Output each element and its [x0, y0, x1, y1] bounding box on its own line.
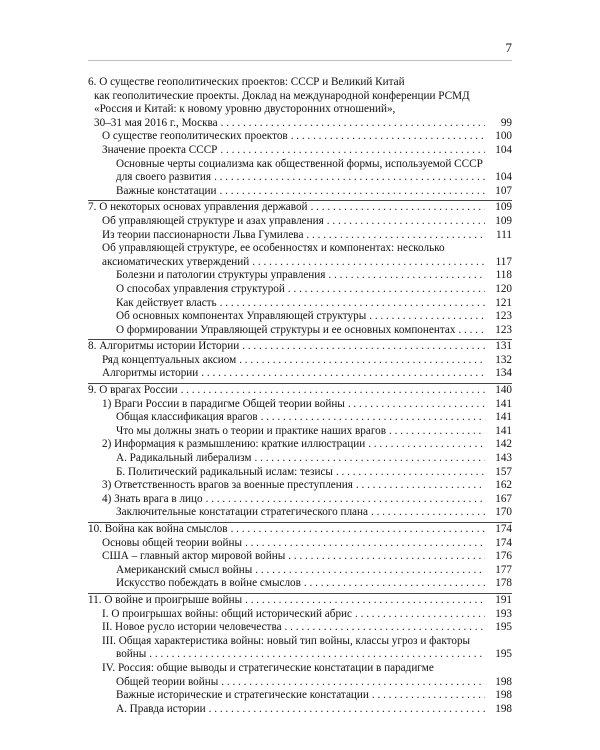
dot-leader: [245, 537, 485, 551]
toc-entry-page: 141: [495, 411, 512, 424]
toc-entry-page: 132: [495, 353, 512, 366]
toc-entry-title: Б. Политический радикальный ислам: тезисы: [116, 465, 333, 478]
toc-entry-title: Общей теории войны: [116, 675, 219, 688]
toc-entry-line: Основные черты социализма как общественной формы, используемой СССР: [116, 157, 483, 170]
dot-leader: [285, 621, 485, 635]
toc-entry-title: Американский смысл войны: [116, 563, 253, 576]
toc-entry-title: Значение проекта СССР: [102, 143, 218, 156]
toc-entry: [88, 383, 512, 398]
dot-leader: [209, 703, 485, 717]
dot-leader: [327, 215, 485, 229]
toc-entry: [88, 229, 512, 243]
toc-entry-title: О способах управления структурой: [116, 282, 285, 295]
toc-entry: [88, 621, 512, 635]
toc-entry-page: 131: [495, 340, 512, 353]
toc-entry-title: 1) Враги России в парадигме Общей теории войны: [102, 397, 345, 410]
toc-entry-title: Болезни и патологии структуры управления: [116, 269, 326, 282]
toc-entry-page: 109: [495, 201, 512, 214]
toc-entry-title: Важные исторические и стратегические констатации: [116, 689, 369, 702]
toc-entry-page: 123: [495, 310, 512, 323]
dot-leader: [372, 689, 485, 703]
page-number: 7: [505, 40, 512, 55]
toc-entry-page: 123: [495, 323, 512, 336]
toc-entry-line: III. Общая характеристика войны: новый тип войны, классы угроз и факторы: [102, 634, 471, 647]
toc-entry-page: 117: [495, 255, 512, 268]
toc-entry-page: 198: [495, 675, 512, 688]
dot-leader: [239, 354, 485, 368]
toc-entry-title: 8. Алгоритмы истории Истории: [88, 340, 240, 353]
toc-entry: [88, 689, 512, 703]
toc-entry: [88, 479, 512, 493]
toc-entry-page: 170: [495, 506, 512, 519]
toc-entry-page: 142: [495, 438, 512, 451]
toc-entry-page: 177: [495, 563, 512, 576]
toc-entry: [88, 635, 512, 662]
dot-leader: [214, 171, 485, 185]
toc-entry: [88, 130, 512, 144]
toc-entry: [88, 411, 512, 425]
toc-entry-title: Об основных компонентах Управляющей структуры: [116, 310, 367, 323]
toc-entry: [88, 537, 512, 551]
dot-leader: [311, 201, 485, 215]
toc-entry-line: 6. О существе геополитических проектов: СССР и Великий Китай: [88, 76, 405, 88]
toc-entry: [88, 398, 512, 412]
toc-entry: [88, 662, 512, 689]
toc-entry: [88, 215, 512, 229]
dot-leader: [201, 367, 485, 381]
toc-entry-page: 141: [495, 397, 512, 410]
toc-entry: [88, 438, 512, 452]
dot-leader: [220, 185, 486, 199]
toc-entry-title: I. О проигрышах войны: общий исторический абрис: [102, 607, 353, 620]
toc-entry: [88, 269, 512, 283]
toc-entry: [88, 466, 512, 480]
toc-entry-line: Об управляющей структуре, ее особенностях и компонентах: несколько: [102, 242, 445, 255]
toc-entry: [88, 200, 512, 215]
toc-entry-title: Важные констатации: [116, 184, 217, 197]
dot-leader: [328, 269, 485, 283]
toc-entry: [88, 158, 512, 185]
dot-leader: [336, 466, 485, 480]
toc-entry-page: 111: [496, 228, 512, 241]
dot-leader: [371, 506, 485, 520]
toc-entry-page: 195: [495, 621, 512, 634]
toc-entry-title: О существе геополитических проектов: [102, 130, 288, 143]
toc-entry-line: как геополитические проекты. Доклад на международной конференции РСМД: [94, 89, 470, 102]
toc-entry: [88, 550, 512, 564]
toc-entry-title: войны: [116, 648, 147, 661]
toc-entry-title: Заключительные констатации стратегического плана: [116, 506, 368, 519]
toc-entry-page: 107: [495, 184, 512, 197]
dot-leader: [261, 411, 485, 425]
toc-entry-page: 99: [500, 116, 512, 129]
dot-leader: [355, 608, 485, 622]
toc-entry: [88, 425, 512, 439]
toc-entry: [88, 522, 512, 537]
toc-entry-title: 10. Война как война смыслов: [88, 523, 228, 535]
dot-leader: [255, 564, 485, 578]
toc-entry-page: 176: [495, 550, 512, 563]
toc-entry-page: 174: [495, 536, 512, 549]
toc-entry-title: О формировании Управляющей структуры и ее основных компонентах: [116, 323, 456, 336]
dot-leader: [369, 310, 485, 324]
dot-leader: [245, 594, 485, 608]
toc-entry: [88, 144, 512, 158]
toc-entry-page: 100: [495, 130, 512, 143]
toc-entry: [88, 493, 512, 507]
toc-entry-page: 193: [495, 607, 512, 620]
toc-entry-page: 198: [495, 689, 512, 702]
toc-entry-title: Алгоритмы истории: [102, 367, 199, 380]
toc-entry: [88, 339, 512, 354]
toc-entry: [88, 283, 512, 297]
dot-leader: [291, 130, 485, 144]
toc-entry: [88, 310, 512, 324]
dot-leader: [221, 676, 485, 690]
dot-leader: [149, 648, 485, 662]
toc-entry-title: 7. О некоторых основах управления державой: [88, 201, 308, 214]
toc-entry-title: Ряд концептуальных аксиом: [102, 353, 237, 366]
dot-leader: [242, 340, 485, 354]
dot-leader: [368, 438, 485, 452]
toc-entry-page: 104: [495, 171, 512, 184]
toc-entry-title: 11. О войне и проигрыше войны: [88, 593, 243, 606]
toc-entry: [88, 367, 512, 381]
dot-leader: [252, 256, 485, 270]
toc-entry: [88, 593, 512, 608]
toc-entry-page: 141: [495, 424, 512, 437]
toc-entry: [88, 564, 512, 578]
toc-entry-page: 174: [495, 523, 512, 535]
toc-entry-title: для своего развития: [116, 171, 212, 184]
dot-leader: [356, 479, 485, 493]
toc-entry: [88, 452, 512, 466]
dot-leader: [288, 550, 485, 564]
toc-entry-title: Об управляющей структуре и азах управления: [102, 214, 324, 227]
toc-entry-title: Искусство побеждать в войне смыслов: [116, 577, 301, 590]
toc-entry-page: 143: [495, 452, 512, 465]
toc-entry: [88, 76, 512, 130]
toc-entry-page: 178: [495, 577, 512, 590]
dot-leader: [206, 493, 485, 507]
dot-leader: [220, 297, 485, 311]
dot-leader: [348, 398, 485, 412]
toc-entry-page: 109: [495, 214, 512, 227]
toc-entry-page: 140: [495, 384, 512, 397]
toc-entry-title: аксиоматических утверждений: [102, 255, 250, 268]
toc-entry-title: США – главный актор мировой войны: [102, 550, 286, 563]
dot-leader: [304, 577, 485, 591]
toc-entry: [88, 297, 512, 311]
toc-entry-title: 3) Ответственность врагов за военные преступления: [102, 479, 353, 492]
toc-entry-title: 30–31 мая 2016 г., Москва: [94, 116, 218, 129]
toc-entry-page: 120: [495, 282, 512, 295]
dot-leader: [231, 523, 485, 537]
toc-entry: [88, 703, 512, 717]
toc-entry: [88, 242, 512, 269]
toc-entry-title: Что мы должны знать о теории и практике наших врагов: [116, 424, 387, 437]
toc-entry-page: 104: [495, 143, 512, 156]
toc-entry-page: 167: [495, 492, 512, 505]
toc-entry-page: 118: [495, 269, 512, 282]
toc-entry-title: 2) Информация к размышлению: краткие иллюстрации: [102, 438, 366, 451]
toc-entry-title: Общая классификация врагов: [116, 411, 258, 424]
toc-entry-page: 191: [495, 593, 512, 606]
toc-entry-title: Как действует власть: [116, 296, 217, 309]
toc-entry-line: «Россия и Китай: к новому уровню двусторонних отношений»,: [94, 103, 396, 116]
toc-entry-title: Основы общей теории войны: [102, 536, 242, 549]
toc-entry: [88, 354, 512, 368]
dot-leader: [458, 324, 485, 338]
toc-entry-title: 4) Знать врага в лицо: [102, 492, 203, 505]
toc-entry: [88, 577, 512, 591]
dot-leader: [181, 384, 485, 398]
dot-leader: [255, 452, 486, 466]
toc-entry-page: 134: [495, 367, 512, 380]
toc-entry-page: 121: [495, 296, 512, 309]
table-of-contents: [88, 76, 512, 716]
toc-entry-page: 198: [495, 702, 512, 715]
toc-entry: [88, 185, 512, 199]
toc-entry-title: А. Правда истории: [116, 702, 206, 715]
toc-entry-page: 157: [495, 465, 512, 478]
dot-leader: [221, 117, 485, 131]
toc-entry-page: 162: [495, 479, 512, 492]
dot-leader: [306, 229, 485, 243]
toc-entry-title: Из теории пассионарности Льва Гумилева: [102, 228, 304, 241]
dot-leader: [389, 425, 485, 439]
toc-entry-page: 195: [495, 648, 512, 661]
dot-leader: [288, 283, 485, 297]
toc-entry: [88, 608, 512, 622]
header-rule: [88, 60, 512, 61]
toc-entry-line: IV. Россия: общие выводы и стратегические констатации в парадигме: [102, 661, 434, 674]
toc-entry: [88, 324, 512, 338]
toc-entry-title: II. Новое русло истории человечества: [102, 621, 282, 634]
toc-entry-title: А. Радикальный либерализм: [116, 452, 252, 465]
toc-entry-title: 9. О врагах России: [88, 384, 178, 397]
dot-leader: [220, 144, 485, 158]
toc-entry: [88, 506, 512, 520]
